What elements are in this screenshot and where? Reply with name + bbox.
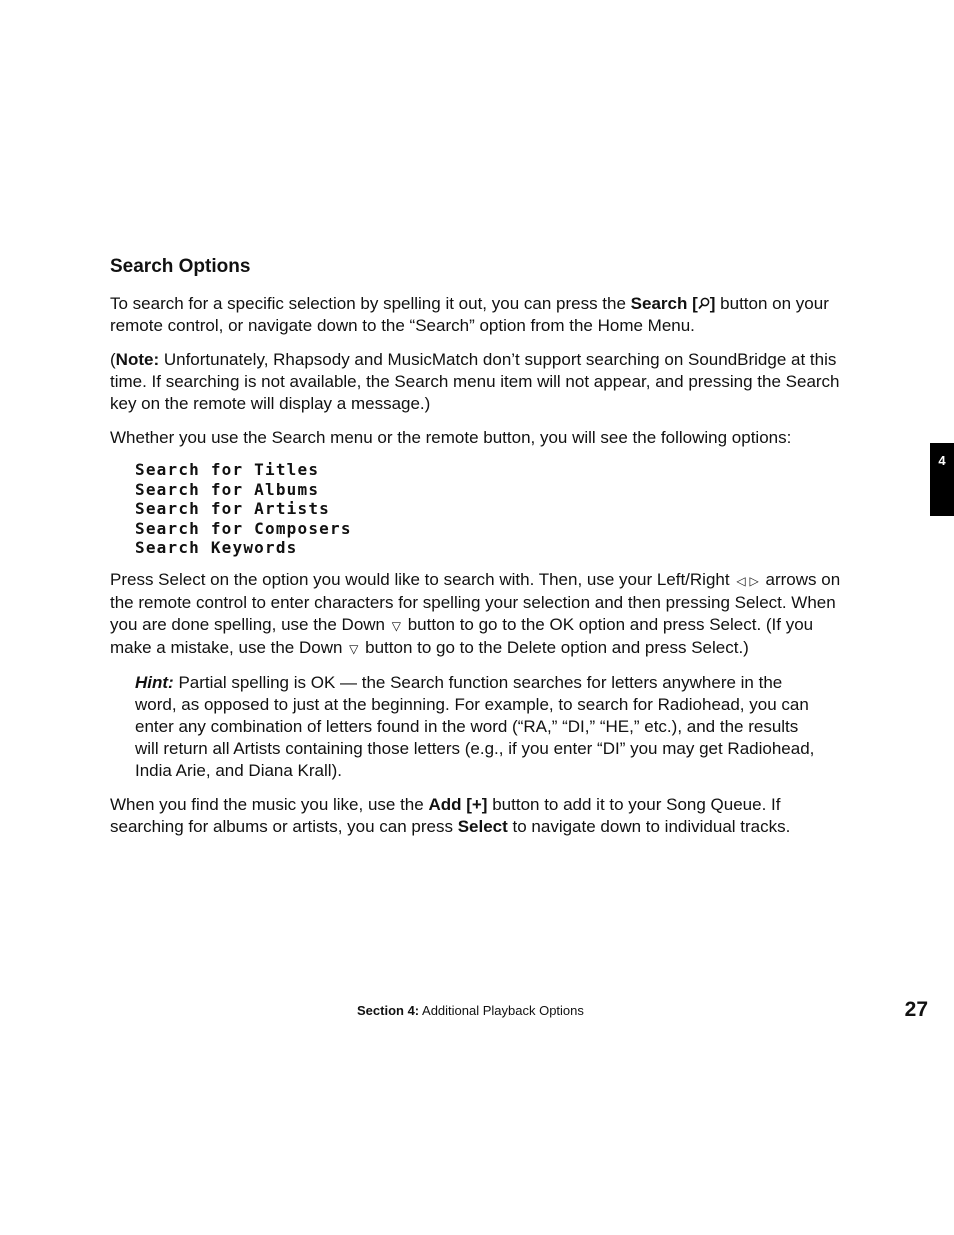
intro-paragraph (110, 293, 850, 337)
closing-text: When you find the music you like, use the (110, 794, 429, 814)
right-arrow-icon: ▷ (749, 573, 759, 588)
footer-section-title: Additional Playback Options (419, 1003, 584, 1018)
option-keywords: Search Keywords (135, 538, 298, 558)
closing-paragraph (110, 794, 850, 838)
instructions-text-4: button to go to the Delete option and press Select.) (360, 637, 749, 657)
add-button-label: Add [+] (428, 794, 488, 814)
search-options-list (135, 460, 850, 558)
note-text: Unfortunately, Rhapsody and MusicMatch don’t support searching on SoundBridge at this time. If searching is not available, the Search menu item will not appear, and pressing the Search key on the remote will display a message.) (110, 350, 840, 413)
left-arrow-icon: ◁ (736, 573, 746, 588)
select-button-label: Select (457, 816, 508, 836)
down-arrow-icon: ▽ (391, 618, 401, 633)
section-heading: Search Options (110, 256, 251, 277)
closing-text-2: button to add it to your Song Queue. If searching for albums or artists, you can press (110, 794, 781, 836)
section-tab: 4 (930, 443, 954, 516)
page-content (110, 254, 850, 850)
option-artists: Search for Artists (135, 499, 330, 519)
closing-text-3: to navigate down to individual tracks. (507, 816, 791, 836)
instructions-text-2: arrows on the remote control to enter characters for spelling your selection and then pressing Select. When you are done spelling, use the Down (110, 569, 841, 634)
down-arrow-icon-2: ▽ (349, 641, 359, 656)
search-button-label: Search [ (630, 294, 698, 313)
hint-paragraph (135, 672, 815, 782)
footer-section-label: Section 4: (357, 1003, 420, 1018)
note-paragraph (110, 349, 850, 415)
hint-label: Hint: (135, 672, 174, 692)
option-titles: Search for Titles (135, 460, 320, 479)
intro-text-end: button on your remote control, or navigate down to the “Search” option from the Home Menu. (110, 294, 829, 335)
search-icon (698, 297, 710, 310)
page-footer (357, 1003, 584, 1018)
note-label: Note: (115, 350, 160, 369)
instructions-text: Press Select on the option you would like to search with. Then, use your Left/Right (110, 569, 735, 589)
note-paren: ( (110, 350, 116, 369)
intro-text: To search for a specific selection by spelling it out, you can press the (110, 294, 631, 313)
instructions-paragraph (110, 569, 850, 660)
options-intro: Whether you use the Search menu or the remote button, you will see the following options: (110, 428, 792, 447)
instructions-text-3: button to go to the OK option and press Select. (If you make a mistake, use the Down (110, 614, 814, 657)
hint-text: Partial spelling is OK — the Search function searches for letters anywhere in the word, as opposed to just at the beginning. For example, to search for Radiohead, you can enter any combination of letters found in the word (“RA,” “DI,” “HE,” etc.), and the results will return all Artists containing those letters (e.g., if you enter “DI” you may get Radiohead, India Arie, and Diana Krall). (135, 672, 815, 780)
option-albums: Search for Albums (135, 479, 320, 499)
search-bracket-close: ] (709, 294, 716, 313)
option-composers: Search for Composers (135, 518, 352, 538)
page-number: 27 (904, 998, 928, 1021)
